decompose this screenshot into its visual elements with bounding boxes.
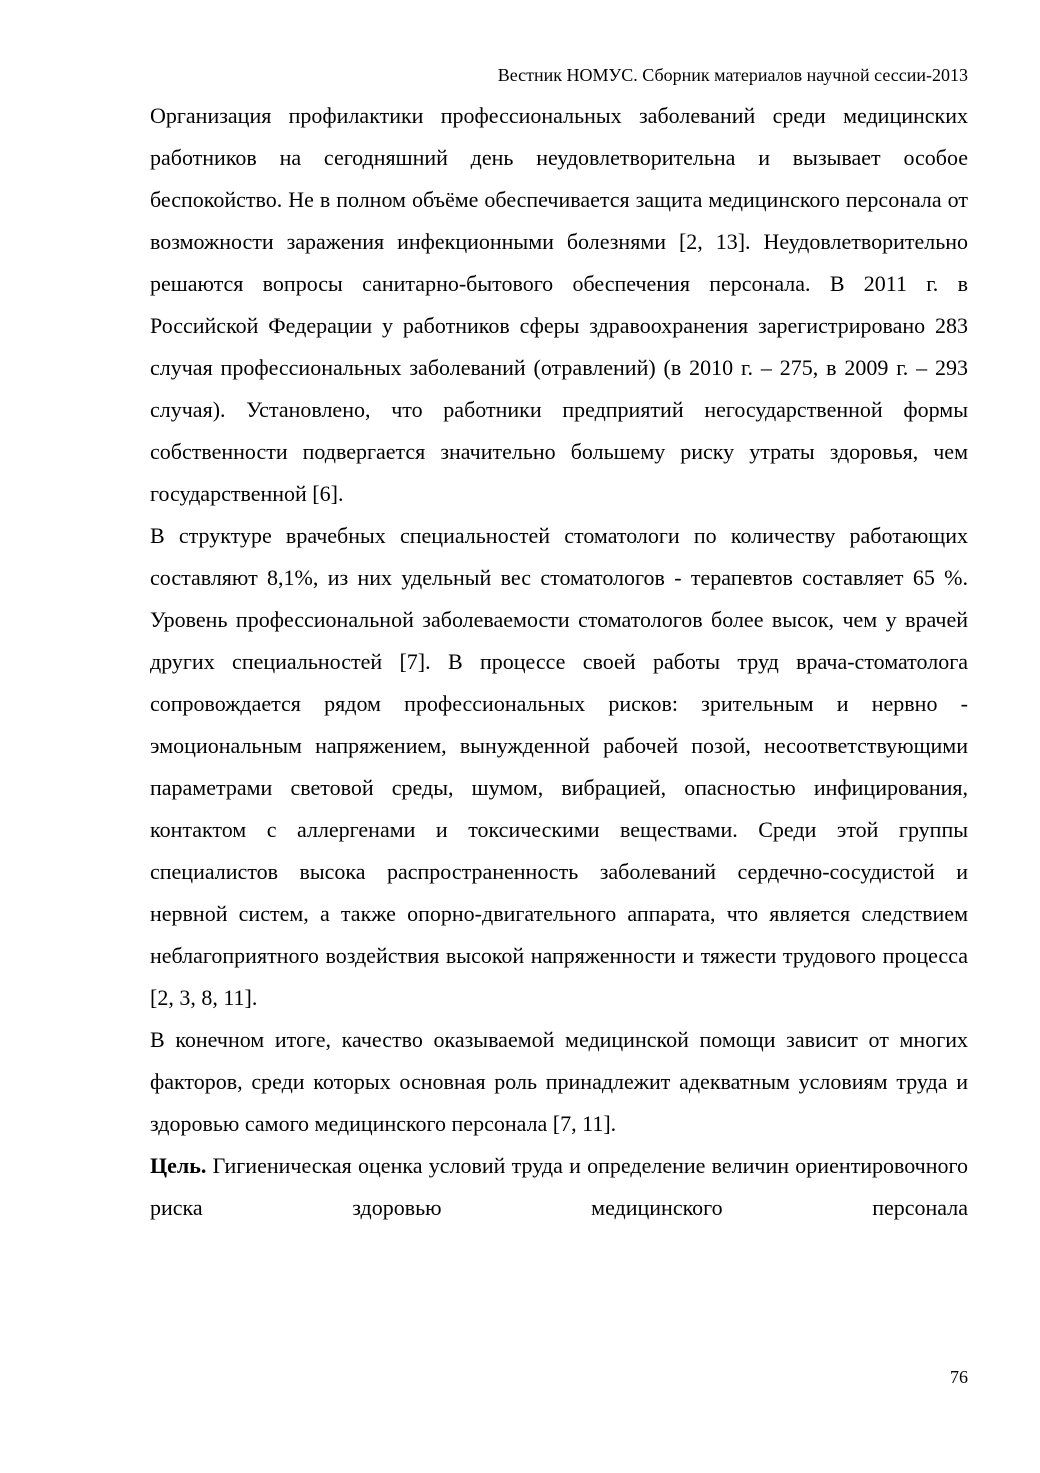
paragraph-conclusion: В конечном итоге, качество оказываемой медицинской помощи зависит от многих факторов, среди которых основная роль принадлежит адекватным условиям труда и здоровью самого медицинского персонала [7, 11]. — [150, 1027, 968, 1136]
paragraph-dentists-risks: В структуре врачебных специальностей стоматологи по количеству работающих составляют 8,1%, из них удельный вес стоматологов - терапевтов составляет 65 %. Уровень профессиональной заболеваемости стоматологов более высок, чем у врачей других специальностей [7]. В процессе своей работы труд врача-стоматолога сопровождается рядом профессиональных рисков: зрительным и нервно - эмоциональным напряжением, вынужденной рабочей позой, несоответствующими параметрами световой среды, шумом, вибрацией, опасностью инфицирования, контактом с аллергенами и токсическими веществами. Среди этой группы специалистов высока распространенность заболеваний сердечно-сосудистой и нервной систем, а также опорно-двигательного аппарата, что является следствием неблагоприятного воздействия высокой напряженности и тяжести трудового процесса [2, 3, 8, 11]. — [150, 523, 968, 1010]
running-header: Вестник НОМУС. Сборник материалов научной сессии-2013 — [497, 65, 968, 85]
paragraph-occupational-diseases: Организация профилактики профессиональных заболеваний среди медицинских работников на сегодняшний день неудовлетворительна и вызывает особое беспокойство. Не в полном объёме обеспечивается защита медицинского персонала от возможности заражения инфекционными болезнями [2, 13]. Неудовлетворительно решаются вопросы санитарно-бытового обеспечения персонала. В 2011 г. в Российской Федерации у работников сферы здравоохранения зарегистрировано 283 случая профессиональных заболеваний (отравлений) (в 2010 г. – 275, в 2009 г. – 293 случая). Установлено, что работники предприятий негосударственной формы собственности подвергается значительно большему риску утраты здоровья, чем государственной [6]. — [150, 103, 968, 506]
page-number: 76 — [950, 1367, 968, 1387]
goal-text: Гигиеническая оценка условий труда и определение величин ориентировочного риска здоровью медицинского персонала — [150, 1153, 968, 1220]
paragraph-goal — [150, 1145, 968, 1229]
goal-label: Цель. — [150, 1153, 207, 1178]
body-text — [150, 95, 968, 1229]
